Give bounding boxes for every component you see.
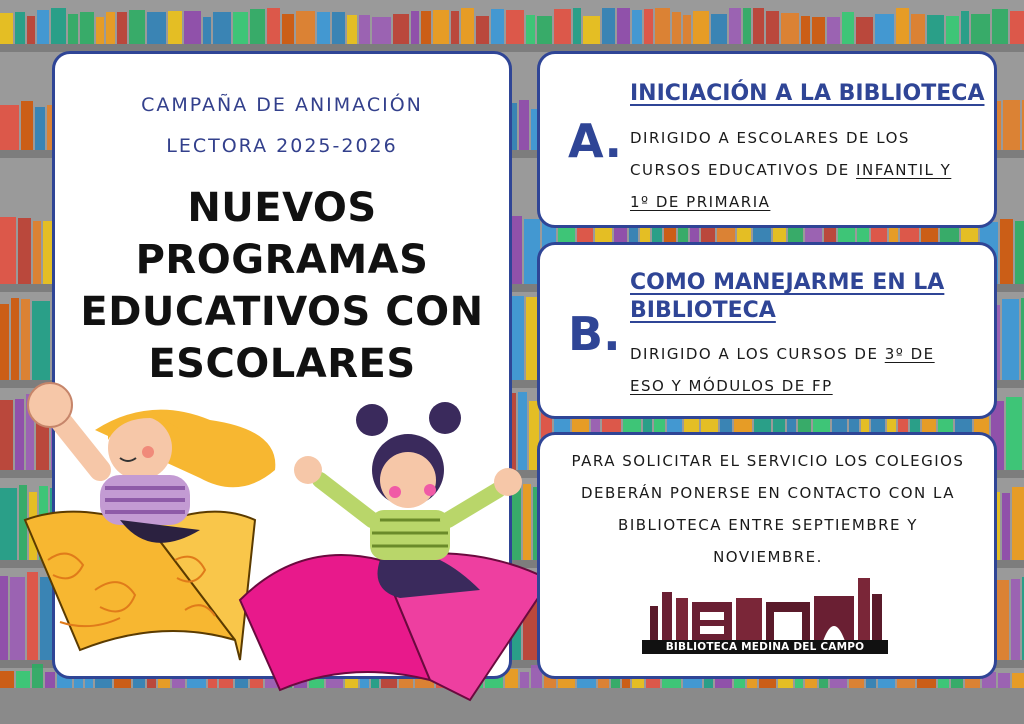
title-line: PROGRAMAS	[135, 237, 429, 283]
description-line: 1º DE PRIMARIA	[630, 193, 771, 211]
campaign-label-line2: LECTORA 2025-2026	[166, 135, 398, 157]
contact-card	[537, 432, 997, 679]
contact-text: PARA SOLICITAR EL SERVICIO LOS COLEGIOS DEBERÁN PONERSE EN CONTACTO CON LA BIBLIOTECA ENTRE SEPTIEMBRE Y NOVIEMBRE.	[571, 452, 965, 566]
main-title	[55, 182, 509, 390]
description-line: ESO Y MÓDULOS DE FP	[630, 377, 833, 395]
program-b-heading: COMO MANEJARME EN LA BIBLIOTECA	[630, 270, 945, 323]
program-a-letter: A.	[568, 114, 622, 168]
description-line: CURSOS EDUCATIVOS DE INFANTIL Y	[630, 161, 952, 179]
title-line: ESCOLARES	[148, 341, 416, 387]
library-logo-caption: BIBLIOTECA MEDINA DEL CAMPO	[642, 640, 888, 654]
program-b-letter: B.	[568, 307, 621, 361]
title-line: NUEVOS	[187, 185, 377, 231]
program-a-description	[630, 122, 990, 218]
campaign-label-line1: CAMPAÑA DE ANIMACIÓN	[141, 94, 423, 116]
program-a-card	[537, 51, 997, 228]
program-b-card	[537, 242, 997, 419]
program-a-heading: INICIACIÓN A LA BIBLIOTECA	[630, 81, 985, 106]
title-line: EDUCATIVOS CON	[80, 289, 484, 335]
program-b-description	[630, 338, 990, 402]
description-line: DIRIGIDO A LOS CURSOS DE 3º DE	[630, 345, 935, 363]
campaign-card	[52, 51, 512, 679]
description-line: DIRIGIDO A ESCOLARES DE LOS	[630, 129, 910, 147]
